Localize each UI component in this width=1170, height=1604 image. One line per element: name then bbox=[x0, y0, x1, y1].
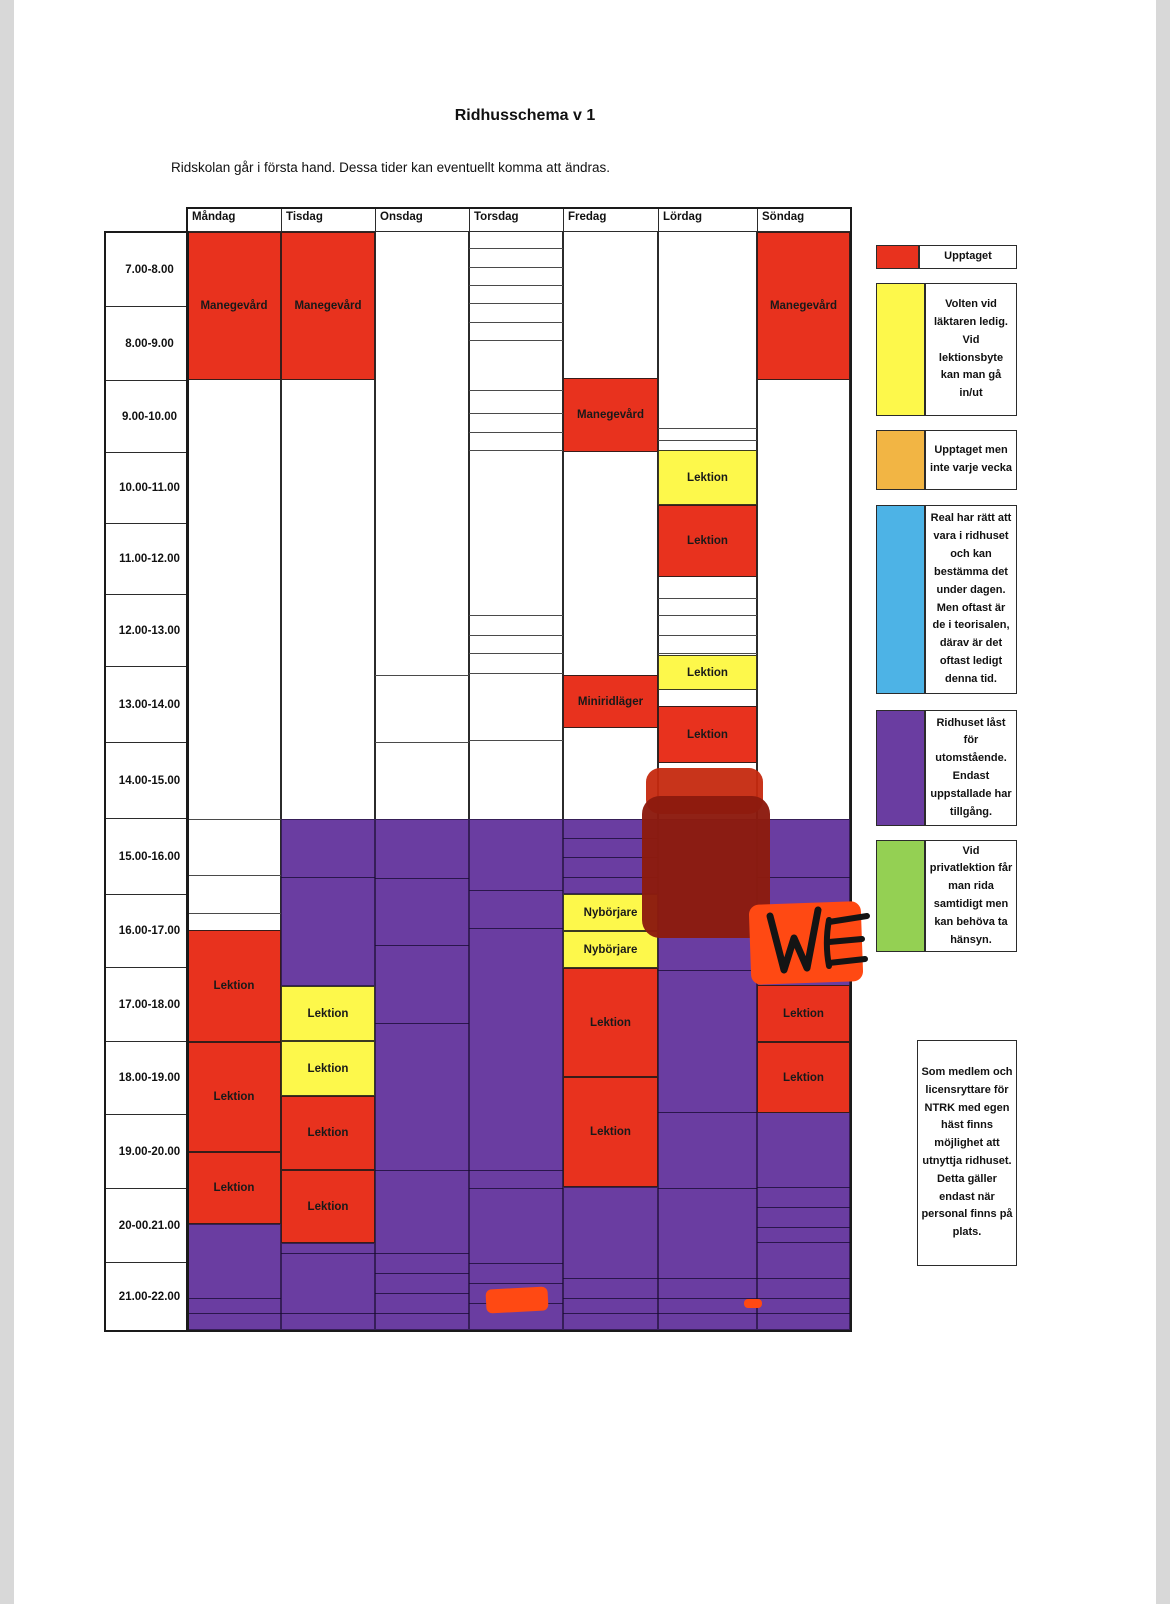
legend-swatch-purple bbox=[876, 710, 925, 826]
grid-subline bbox=[375, 1253, 469, 1254]
page-subtitle: Ridskolan går i första hand. Dessa tider kan eventuellt komma att ändras. bbox=[171, 160, 610, 175]
grid-subline bbox=[757, 1298, 850, 1299]
grid-subline bbox=[281, 1253, 375, 1254]
block-manegevrd: Manegevård bbox=[563, 378, 658, 452]
page-title: Ridhusschema v 1 bbox=[454, 107, 596, 124]
grid-subline bbox=[375, 1273, 469, 1274]
grid-subline bbox=[658, 440, 757, 441]
handwritten-we-annotation bbox=[763, 902, 873, 992]
grid-subline bbox=[469, 928, 563, 929]
grid-subline bbox=[658, 1313, 757, 1314]
grid-subline bbox=[469, 285, 563, 286]
grid-subline bbox=[469, 615, 563, 616]
grid-subline bbox=[469, 1263, 563, 1264]
legend-swatch-green bbox=[876, 840, 925, 952]
day-header-måndag: Måndag bbox=[187, 208, 282, 232]
grid-subline bbox=[469, 248, 563, 249]
grid-subline bbox=[187, 819, 281, 820]
grid-subline bbox=[469, 432, 563, 433]
day-header-fredag: Fredag bbox=[563, 208, 659, 232]
grid-subline bbox=[658, 1278, 757, 1279]
grid-subline bbox=[563, 1298, 658, 1299]
legend-swatch-yellow bbox=[876, 283, 925, 416]
day-header-söndag: Söndag bbox=[757, 208, 851, 232]
legend-item bbox=[876, 505, 1017, 694]
grid-subline bbox=[658, 653, 757, 654]
block-locked-purple bbox=[281, 819, 375, 986]
legend-item bbox=[876, 430, 1017, 490]
day-header-torsdag: Torsdag bbox=[469, 208, 564, 232]
grid-subline bbox=[469, 413, 563, 414]
legend-item bbox=[876, 245, 1017, 269]
block-miniridlger: Miniridläger bbox=[563, 675, 658, 728]
block-locked-purple bbox=[563, 1187, 658, 1330]
time-row-label: 13.00-14.00 bbox=[105, 666, 188, 743]
grid-subline bbox=[469, 303, 563, 304]
grid-subline bbox=[375, 1293, 469, 1294]
grid-subline bbox=[469, 340, 563, 341]
grid-subline bbox=[375, 878, 469, 879]
legend-swatch-blue bbox=[876, 505, 925, 694]
grid-subline bbox=[757, 1187, 850, 1188]
grid-subline bbox=[469, 450, 563, 451]
grid-subline bbox=[375, 1023, 469, 1024]
grid-subline bbox=[375, 945, 469, 946]
block-lektion: Lektion bbox=[281, 986, 375, 1041]
grid-subline bbox=[469, 390, 563, 391]
grid-subline bbox=[757, 1278, 850, 1279]
time-row-label: 12.00-13.00 bbox=[105, 594, 188, 667]
scribble-tiny-mark bbox=[744, 1299, 762, 1308]
day-header-tisdag: Tisdag bbox=[281, 208, 376, 232]
block-lektion: Lektion bbox=[187, 930, 281, 1042]
grid-subline bbox=[469, 322, 563, 323]
block-lektion: Lektion bbox=[563, 1077, 658, 1187]
scribble-bottom-mark bbox=[485, 1286, 548, 1313]
time-row-label: 21.00-22.00 bbox=[105, 1262, 188, 1331]
grid-subline bbox=[658, 970, 757, 971]
grid-subline bbox=[658, 635, 757, 636]
grid-subline bbox=[187, 875, 281, 876]
grid-subline bbox=[658, 615, 757, 616]
time-row-label: 11.00-12.00 bbox=[105, 523, 188, 595]
grid-subline bbox=[757, 877, 850, 878]
block-manegevrd: Manegevård bbox=[757, 232, 850, 380]
grid-subline bbox=[469, 653, 563, 654]
block-lektion: Lektion bbox=[658, 706, 757, 763]
time-row-label: 17.00-18.00 bbox=[105, 967, 188, 1042]
block-lektion: Lektion bbox=[757, 1042, 850, 1113]
time-row-label: 7.00-8.00 bbox=[105, 232, 188, 307]
day-header-lördag: Lördag bbox=[658, 208, 758, 232]
block-lektion: Lektion bbox=[658, 505, 757, 577]
grid-subline bbox=[469, 1283, 563, 1284]
legend-item bbox=[876, 840, 1017, 952]
legend-label: Real har rätt att vara i ridhuset och kan bestämma det under dagen. Men oftast är de i teorisalen, därav är det oftast ledigt denna tid. bbox=[925, 505, 1017, 694]
grid-subline bbox=[469, 740, 563, 741]
time-row-label: 14.00-15.00 bbox=[105, 742, 188, 819]
grid-subline bbox=[281, 877, 375, 878]
grid-subline bbox=[187, 1298, 281, 1299]
time-row-label: 15.00-16.00 bbox=[105, 818, 188, 895]
grid-subline bbox=[757, 1227, 850, 1228]
block-locked-purple bbox=[469, 819, 563, 1330]
grid-subline bbox=[658, 1188, 757, 1189]
grid-subline bbox=[757, 1207, 850, 1208]
time-row-label: 10.00-11.00 bbox=[105, 452, 188, 524]
grid-subline bbox=[187, 1313, 281, 1314]
grid-subline bbox=[563, 1278, 658, 1279]
grid-subline bbox=[375, 675, 469, 676]
time-row-label: 8.00-9.00 bbox=[105, 306, 188, 381]
legend-label: Upptaget bbox=[919, 245, 1017, 269]
block-lektion: Lektion bbox=[563, 968, 658, 1077]
grid-subline bbox=[469, 1188, 563, 1189]
legend-item bbox=[917, 1040, 1017, 1266]
block-lektion: Lektion bbox=[187, 1152, 281, 1224]
day-header-onsdag: Onsdag bbox=[375, 208, 470, 232]
time-row-label: 20-00.21.00 bbox=[105, 1188, 188, 1263]
block-lektion: Lektion bbox=[187, 1042, 281, 1152]
grid-subline bbox=[757, 1242, 850, 1243]
grid-subline bbox=[469, 673, 563, 674]
legend-label: Som medlem och licensryttare för NTRK med egen häst finns möjlighet att utnyttja ridhuset. Detta gäller endast när personal finns på plats. bbox=[917, 1040, 1017, 1266]
legend-label: Vid privatlektion får man rida samtidigt men kan behöva ta hänsyn. bbox=[925, 840, 1017, 952]
block-lektion: Lektion bbox=[281, 1041, 375, 1096]
grid-subline bbox=[187, 913, 281, 914]
grid-subline bbox=[469, 267, 563, 268]
time-row-label: 9.00-10.00 bbox=[105, 380, 188, 453]
block-lektion: Lektion bbox=[281, 1170, 375, 1243]
block-nybrjare: Nybörjare bbox=[563, 931, 658, 968]
block-manegevrd: Manegevård bbox=[281, 232, 375, 380]
grid-subline bbox=[757, 1313, 850, 1314]
grid-subline bbox=[375, 1313, 469, 1314]
grid-subline bbox=[469, 890, 563, 891]
grid-subline bbox=[375, 1170, 469, 1171]
block-nybrjare: Nybörjare bbox=[563, 894, 658, 931]
legend-label: Volten vid läktaren ledig. Vid lektionsbyte kan man gå in/ut bbox=[925, 283, 1017, 416]
grid-subline bbox=[469, 1170, 563, 1171]
block-manegevrd: Manegevård bbox=[187, 232, 281, 380]
time-row-label: 16.00-17.00 bbox=[105, 894, 188, 968]
block-locked-purple bbox=[281, 1243, 375, 1330]
grid-subline bbox=[469, 635, 563, 636]
time-row-label: 18.00-19.00 bbox=[105, 1041, 188, 1115]
page-right-margin bbox=[1156, 0, 1170, 1604]
time-row-label: 19.00-20.00 bbox=[105, 1114, 188, 1189]
grid-subline bbox=[281, 1313, 375, 1314]
grid-subline bbox=[658, 1298, 757, 1299]
block-lektion: Lektion bbox=[658, 450, 757, 505]
grid-subline bbox=[658, 1112, 757, 1113]
legend-swatch-orange bbox=[876, 430, 925, 490]
block-lektion: Lektion bbox=[757, 985, 850, 1042]
grid-subline bbox=[563, 1313, 658, 1314]
legend-item bbox=[876, 710, 1017, 826]
block-locked-purple bbox=[187, 1224, 281, 1330]
legend-swatch-red bbox=[876, 245, 919, 269]
grid-subline bbox=[375, 742, 469, 743]
block-lektion: Lektion bbox=[281, 1096, 375, 1170]
grid-subline bbox=[658, 428, 757, 429]
legend-label: Upptaget men inte varje vecka bbox=[925, 430, 1017, 490]
legend-label: Ridhuset låst för utomstående. Endast uppstallade har tillgång. bbox=[925, 710, 1017, 826]
grid-subline bbox=[658, 598, 757, 599]
block-lektion: Lektion bbox=[658, 655, 757, 690]
page-left-margin bbox=[0, 0, 14, 1604]
legend-item bbox=[876, 283, 1017, 416]
